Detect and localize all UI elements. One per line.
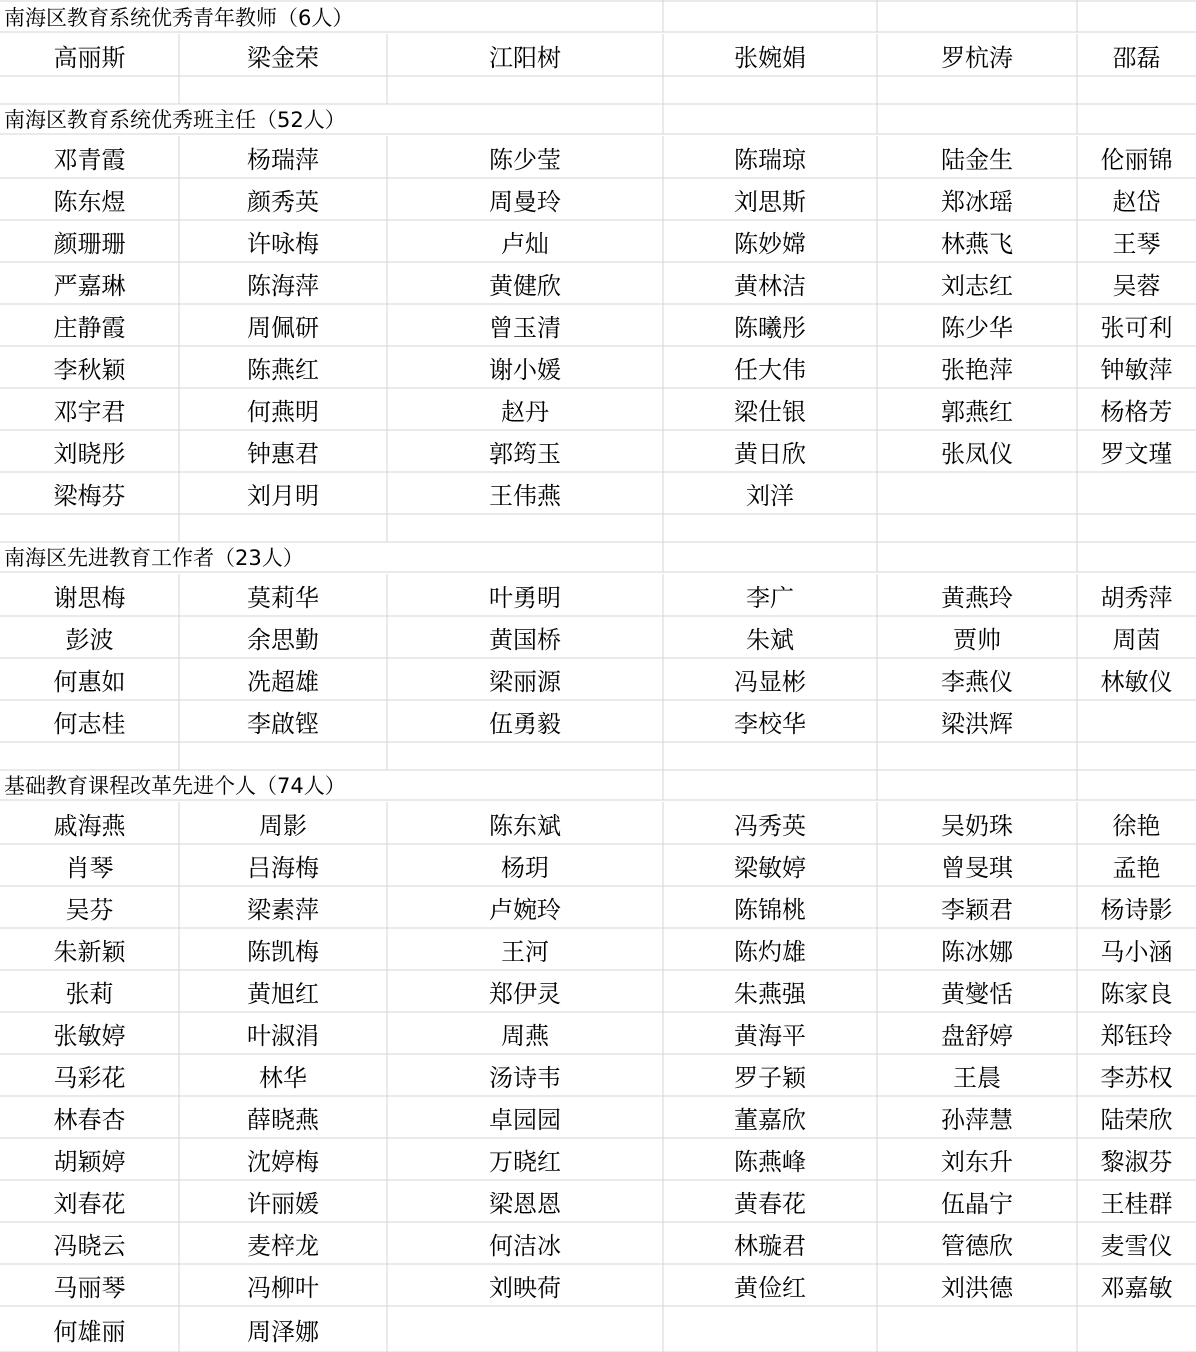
name-cell[interactable]: 刘映荷: [489, 1273, 561, 1302]
table-row: [0, 1222, 1196, 1264]
name-cell[interactable]: 郭筠玉: [489, 439, 561, 468]
name-cell[interactable]: 叶勇明: [489, 583, 561, 612]
table-row: [0, 136, 1196, 178]
name-cell[interactable]: 卢灿: [501, 229, 549, 258]
name-cell[interactable]: 梁仕银: [734, 397, 806, 426]
name-cell[interactable]: 周影: [259, 811, 307, 840]
name-cell[interactable]: 陆金生: [941, 145, 1013, 174]
name-cell[interactable]: 沈婷梅: [247, 1147, 319, 1176]
name-cell[interactable]: 梁丽源: [489, 667, 561, 696]
table-row: [0, 304, 1196, 346]
name-cell[interactable]: 肖琴: [65, 853, 114, 882]
name-cell[interactable]: 马彩花: [53, 1063, 126, 1092]
table-row: [0, 886, 1196, 928]
name-cell[interactable]: 严嘉琳: [53, 271, 126, 300]
name-cell[interactable]: 吴蓉: [1112, 271, 1161, 300]
name-cell[interactable]: 周曼玲: [489, 187, 561, 216]
name-cell[interactable]: 谢思梅: [53, 583, 126, 612]
name-cell[interactable]: 徐艳: [1112, 811, 1161, 840]
name-cell[interactable]: 刘东升: [941, 1147, 1013, 1176]
name-cell[interactable]: [877, 472, 1077, 514]
section-title: 南海区先进教育工作者（23人）: [4, 546, 304, 570]
name-cell[interactable]: 彭波: [65, 625, 114, 654]
table-row: [0, 574, 1196, 616]
name-cell[interactable]: 杨瑞萍: [247, 145, 319, 174]
name-cell[interactable]: 盘舒婷: [941, 1021, 1013, 1050]
name-cell[interactable]: 孙萍慧: [941, 1105, 1013, 1134]
name-cell[interactable]: 赵岱: [1112, 187, 1161, 216]
name-cell[interactable]: 冼超雄: [247, 667, 319, 696]
name-cell[interactable]: 谢小媛: [489, 355, 561, 384]
name-cell[interactable]: 朱斌: [746, 625, 794, 654]
name-cell[interactable]: 李广: [746, 583, 794, 612]
name-cell[interactable]: 钟惠君: [247, 439, 319, 468]
table-row: [0, 1264, 1196, 1306]
table-row: [0, 1306, 1196, 1352]
name-cell[interactable]: 邓嘉敏: [1100, 1273, 1173, 1302]
table-row: [0, 1054, 1196, 1096]
name-cell[interactable]: [387, 1306, 663, 1352]
name-cell[interactable]: [1077, 472, 1196, 514]
name-cell[interactable]: 余思勤: [247, 625, 319, 654]
name-cell[interactable]: 刘志红: [941, 271, 1013, 300]
name-cell[interactable]: 刘春花: [53, 1189, 126, 1218]
name-cell[interactable]: 高丽斯: [53, 43, 126, 72]
name-cell[interactable]: 梁敏婷: [734, 853, 806, 882]
name-cell[interactable]: 周佩研: [247, 313, 319, 342]
name-cell[interactable]: 赵丹: [501, 397, 549, 426]
name-cell[interactable]: 何志桂: [53, 709, 126, 738]
name-cell[interactable]: 陈瑞琼: [734, 145, 806, 174]
table-row: [0, 844, 1196, 886]
name-cell[interactable]: 邓青霞: [53, 145, 126, 174]
name-cell[interactable]: [663, 1306, 877, 1352]
table-row: [0, 346, 1196, 388]
name-cell[interactable]: 黄燮恬: [941, 979, 1013, 1008]
name-cell[interactable]: 王河: [501, 937, 549, 966]
name-cell[interactable]: 任大伟: [734, 355, 806, 384]
table-row: [0, 1180, 1196, 1222]
name-cell[interactable]: 陈灼雄: [734, 937, 806, 966]
name-cell[interactable]: 胡秀萍: [1100, 583, 1173, 612]
name-cell[interactable]: 江阳树: [489, 43, 561, 72]
name-cell[interactable]: 陈东斌: [489, 811, 561, 840]
name-cell[interactable]: 林敏仪: [1100, 667, 1173, 696]
name-cell[interactable]: 罗文瑾: [1100, 439, 1173, 468]
table-row: [0, 970, 1196, 1012]
name-cell[interactable]: 杨格芳: [1100, 397, 1173, 426]
name-cell[interactable]: 罗杭涛: [941, 43, 1013, 72]
name-cell[interactable]: 刘洪德: [941, 1273, 1013, 1302]
table-row: [0, 262, 1196, 304]
name-cell[interactable]: 王晨: [953, 1063, 1001, 1092]
name-cell[interactable]: 王琴: [1112, 229, 1161, 258]
name-cell[interactable]: 黄俭红: [734, 1273, 806, 1302]
name-cell[interactable]: 许丽媛: [247, 1189, 319, 1218]
name-cell[interactable]: 陈燕峰: [734, 1147, 806, 1176]
name-cell[interactable]: [1077, 1306, 1196, 1352]
name-cell[interactable]: 许咏梅: [247, 229, 319, 258]
name-cell[interactable]: 冯柳叶: [247, 1273, 319, 1302]
name-cell[interactable]: 陈锦桃: [734, 895, 806, 924]
table-row: [0, 1096, 1196, 1138]
name-cell[interactable]: 薛晓燕: [247, 1105, 319, 1134]
name-cell[interactable]: 邓宇君: [53, 397, 126, 426]
name-cell[interactable]: 郑伊灵: [489, 979, 561, 1008]
name-cell[interactable]: [1077, 700, 1196, 742]
table-row: [0, 1012, 1196, 1054]
name-cell[interactable]: 王伟燕: [489, 481, 561, 510]
name-cell[interactable]: 黄健欣: [489, 271, 561, 300]
name-cell[interactable]: 黄春花: [734, 1189, 806, 1218]
name-cell[interactable]: 林华: [259, 1063, 307, 1092]
name-cell[interactable]: 王桂群: [1100, 1189, 1173, 1218]
table-row: [0, 430, 1196, 472]
name-cell[interactable]: 郑钰玲: [1100, 1021, 1173, 1050]
name-cell[interactable]: 陈燕红: [247, 355, 319, 384]
name-cell[interactable]: 伦丽锦: [1100, 145, 1173, 174]
name-cell[interactable]: 胡颖婷: [53, 1147, 126, 1176]
name-cell[interactable]: 吴芬: [65, 895, 114, 924]
name-cell[interactable]: 曾旻琪: [941, 853, 1013, 882]
name-cell[interactable]: 刘洋: [746, 481, 794, 510]
name-cell[interactable]: 杨诗影: [1100, 895, 1173, 924]
name-cell[interactable]: 何洁冰: [489, 1231, 561, 1260]
name-cell[interactable]: 李校华: [734, 709, 806, 738]
name-cell[interactable]: 郭燕红: [941, 397, 1013, 426]
table-row: [0, 928, 1196, 970]
name-cell[interactable]: 张可利: [1100, 313, 1173, 342]
name-cell[interactable]: 周泽娜: [247, 1317, 319, 1346]
table-row: [0, 1138, 1196, 1180]
name-cell[interactable]: 董嘉欣: [734, 1105, 806, 1134]
name-cell[interactable]: 黄海平: [734, 1021, 806, 1050]
name-cell[interactable]: 李秋颖: [53, 355, 126, 384]
name-cell[interactable]: 邵磊: [1112, 43, 1161, 72]
name-cell[interactable]: 汤诗韦: [489, 1063, 561, 1092]
table-row: [0, 658, 1196, 700]
name-cell[interactable]: 黎淑芬: [1100, 1147, 1173, 1176]
name-cell[interactable]: 陈凯梅: [247, 937, 319, 966]
name-cell[interactable]: 颜珊珊: [53, 229, 126, 258]
name-cell[interactable]: 陈东煜: [53, 187, 126, 216]
name-cell[interactable]: [877, 1306, 1077, 1352]
name-cell[interactable]: 何惠如: [53, 667, 126, 696]
name-cell[interactable]: 黄旭红: [247, 979, 319, 1008]
name-cell[interactable]: 李燕仪: [941, 667, 1013, 696]
name-cell[interactable]: 何燕明: [247, 397, 319, 426]
name-cell[interactable]: 颜秀英: [247, 187, 319, 216]
name-cell[interactable]: 黄林洁: [734, 271, 806, 300]
name-cell[interactable]: 张敏婷: [53, 1021, 126, 1050]
name-cell[interactable]: 吕海梅: [247, 853, 319, 882]
name-cell[interactable]: 张婉娟: [734, 43, 806, 72]
table-row: [0, 178, 1196, 220]
name-cell[interactable]: 刘晓彤: [53, 439, 126, 468]
name-cell[interactable]: 李苏权: [1100, 1063, 1173, 1092]
section-title: 基础教育课程改革先进个人（74人）: [4, 774, 346, 798]
name-cell[interactable]: 陈曦彤: [734, 313, 806, 342]
name-cell[interactable]: 周燕: [501, 1021, 549, 1050]
name-cell[interactable]: 林春杏: [53, 1105, 126, 1134]
name-cell[interactable]: 孟艳: [1112, 853, 1161, 882]
name-cell[interactable]: 陈少华: [941, 313, 1013, 342]
name-cell[interactable]: 陈少莹: [489, 145, 561, 174]
name-cell[interactable]: 张莉: [65, 979, 114, 1008]
name-cell[interactable]: 卓园园: [489, 1105, 561, 1134]
name-cell[interactable]: 管德欣: [941, 1231, 1013, 1260]
name-cell[interactable]: 张艳萍: [941, 355, 1013, 384]
name-cell[interactable]: 莫莉华: [247, 583, 319, 612]
name-cell[interactable]: 梁金荣: [247, 43, 319, 72]
name-cell[interactable]: 李颖君: [941, 895, 1013, 924]
name-cell[interactable]: 黄日欣: [734, 439, 806, 468]
name-cell[interactable]: 林璇君: [734, 1231, 806, 1260]
name-cell[interactable]: 冯显彬: [734, 667, 806, 696]
name-cell[interactable]: 钟敏萍: [1100, 355, 1173, 384]
name-cell[interactable]: 梁素萍: [247, 895, 319, 924]
name-cell[interactable]: 叶淑涓: [247, 1021, 319, 1050]
name-cell[interactable]: 陈妙嫦: [734, 229, 806, 258]
name-cell[interactable]: 黄国桥: [489, 625, 561, 654]
name-cell[interactable]: 周茵: [1112, 625, 1161, 654]
name-cell[interactable]: 贾帅: [953, 625, 1001, 654]
name-cell[interactable]: 刘月明: [247, 481, 319, 510]
name-cell[interactable]: 张凤仪: [941, 439, 1013, 468]
name-cell[interactable]: 朱新颖: [53, 937, 126, 966]
name-cell[interactable]: 何雄丽: [53, 1317, 126, 1346]
name-cell[interactable]: 冯秀英: [734, 811, 806, 840]
table-row: [0, 220, 1196, 262]
name-cell[interactable]: 梁梅芬: [53, 481, 126, 510]
table-row: [0, 802, 1196, 844]
name-cell[interactable]: 马小涵: [1100, 937, 1173, 966]
section-title: 南海区教育系统优秀青年教师（6人）: [4, 6, 354, 30]
name-cell[interactable]: 冯晓云: [53, 1231, 126, 1260]
name-cell[interactable]: 陈家良: [1100, 979, 1173, 1008]
name-cell[interactable]: 黄燕玲: [941, 583, 1013, 612]
name-cell[interactable]: 伍晶宁: [941, 1189, 1013, 1218]
name-cell[interactable]: 卢婉玲: [489, 895, 561, 924]
table-row: [0, 700, 1196, 742]
name-cell[interactable]: 马丽琴: [53, 1273, 126, 1302]
name-cell[interactable]: 李啟铿: [247, 709, 319, 738]
name-cell[interactable]: 梁恩恩: [489, 1189, 561, 1218]
section-title: 南海区教育系统优秀班主任（52人）: [4, 108, 346, 132]
name-cell[interactable]: 陈冰娜: [941, 937, 1013, 966]
table-row: [0, 34, 1196, 76]
name-cell[interactable]: 陆荣欣: [1100, 1105, 1173, 1134]
name-cell[interactable]: 麦雪仪: [1100, 1231, 1173, 1260]
name-cell[interactable]: 曾玉清: [489, 313, 561, 342]
name-cell[interactable]: 朱燕强: [734, 979, 806, 1008]
name-cell[interactable]: 郑冰瑶: [941, 187, 1013, 216]
name-cell[interactable]: 刘思斯: [734, 187, 806, 216]
name-cell[interactable]: 杨玥: [501, 853, 549, 882]
name-cell[interactable]: 罗子颖: [734, 1063, 806, 1092]
name-cell[interactable]: 庄静霞: [53, 313, 126, 342]
table-row: [0, 388, 1196, 430]
name-cell[interactable]: 戚海燕: [53, 811, 126, 840]
name-cell[interactable]: 万晓红: [489, 1147, 561, 1176]
table-row: [0, 472, 1196, 514]
name-cell[interactable]: 吴奶珠: [941, 811, 1013, 840]
table-row: [0, 616, 1196, 658]
name-cell[interactable]: 伍勇毅: [489, 709, 561, 738]
name-cell[interactable]: 梁洪辉: [941, 709, 1013, 738]
name-cell[interactable]: 麦梓龙: [247, 1231, 319, 1260]
name-cell[interactable]: 陈海萍: [247, 271, 319, 300]
name-cell[interactable]: 林燕飞: [941, 229, 1013, 258]
